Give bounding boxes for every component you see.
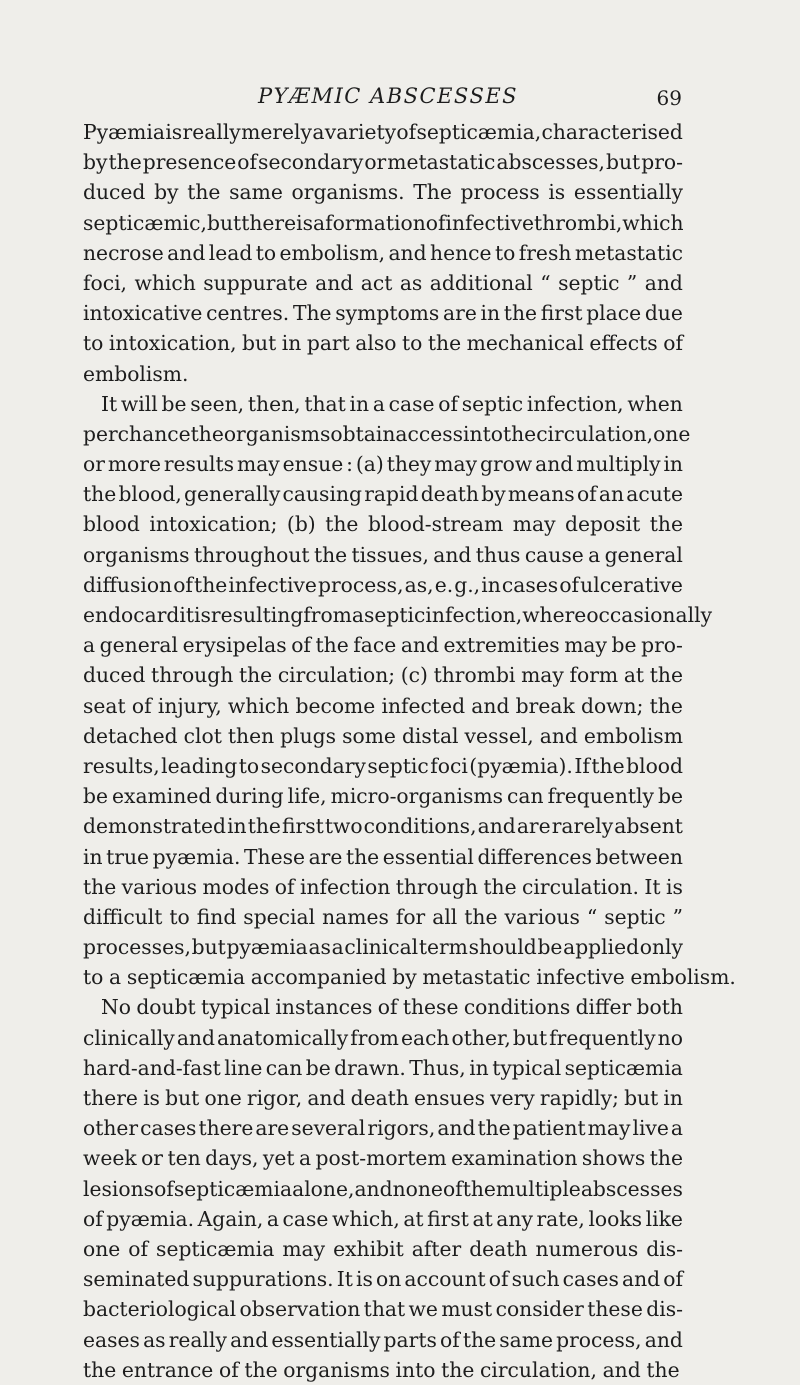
text-line: the entrance of the organisms into the circulation, and the xyxy=(83,1357,680,1382)
text-line: blood intoxication; (b) the blood-stream may deposit the xyxy=(83,512,683,537)
text-line: eases as really and essentially parts of the same process, and xyxy=(83,1327,683,1352)
text-line: the various modes of infection through the circulation. It is xyxy=(83,874,683,899)
text-line: diffusion of the infective process, as, e. g., in cases of ulcerative xyxy=(83,572,683,597)
text-line: in true pyæmia. These are the essential differences between xyxy=(83,844,683,869)
text-line: It will be seen, then, that in a case of septic infection, when xyxy=(101,391,683,416)
text-line: be examined during life, micro-organisms can frequently be xyxy=(83,784,683,809)
text-line: foci, which suppurate and act as additional “ septic ” and xyxy=(83,270,683,295)
text-line: there is but one rigor, and death ensues very rapidly; but in xyxy=(83,1086,683,1110)
page-number: 69 xyxy=(656,86,682,110)
text-line: processes, but pyæmia as a clinical term should be applied only xyxy=(83,935,683,960)
text-line: of pyæmia. Again, a case which, at first at any rate, looks like xyxy=(83,1206,683,1231)
text-line: demonstrated in the first two conditions, and are rarely absent xyxy=(83,814,683,839)
text-line: by the presence of secondary or metastatic abscesses, but pro- xyxy=(83,150,683,175)
text-line: lesions of septicæmia alone, and none of the multiple abscesses xyxy=(83,1176,683,1201)
text-line: embolism. xyxy=(83,361,189,386)
text-line: other cases there are several rigors, and the patient may live a xyxy=(83,1116,683,1141)
running-title: PYÆMIC ABSCESSES xyxy=(258,84,519,108)
text-line: the blood, generally causing rapid death by means of an acute xyxy=(83,482,683,507)
text-line: duced through the circulation; (c) thrombi may form at the xyxy=(83,663,683,688)
text-line: duced by the same organisms. The process is essentially xyxy=(83,180,683,205)
text-line: necrose and lead to embolism, and hence to fresh metastatic xyxy=(83,240,683,265)
text-line: clinically and anatomically from each other, but frequently no xyxy=(83,1025,683,1050)
text-line: difficult to find special names for all the various “ septic ” xyxy=(83,904,683,929)
text-line: perchance the organisms obtain access into the circulation, one xyxy=(83,421,691,446)
text-line: to intoxication, but in part also to the mechanical effects of xyxy=(83,331,683,356)
text-line: bacteriological observation that we must consider these dis- xyxy=(83,1297,683,1322)
text-line: No doubt typical instances of these conditions differ both xyxy=(101,995,683,1020)
text-line: a general erysipelas of the face and extremities may be pro- xyxy=(83,633,683,658)
text-line: seat of injury, which become infected and break down; the xyxy=(83,693,683,718)
text-line: results, leading to secondary septic foci (pyæmia). If the blood xyxy=(83,753,683,778)
text-line: hard-and-fast line can be drawn. Thus, in typical septicæmia xyxy=(83,1055,683,1080)
text-line: septicæmic, but there is a formation of infective thrombi, which xyxy=(83,210,684,235)
text-line: one of septicæmia may exhibit after death numerous dis- xyxy=(83,1236,683,1261)
text-line: to a septicæmia accompanied by metastatic infective embolism. xyxy=(83,965,736,990)
text-line: intoxicative centres. The symptoms are in the first place due xyxy=(83,301,683,326)
text-line: detached clot then plugs some distal vessel, and embolism xyxy=(83,723,683,748)
paragraph xyxy=(83,389,736,993)
page-header xyxy=(0,84,800,116)
body-text xyxy=(83,117,736,1385)
text-line: organisms throughout the tissues, and thus cause a general xyxy=(83,542,683,567)
text-line: Pyæmia is really merely a variety of septicæmia, characterised xyxy=(83,120,683,144)
text-line: seminated suppurations. It is on account of such cases and of xyxy=(83,1267,683,1292)
text-line: or more results may ensue : (a) they may grow and multiply in xyxy=(83,452,683,477)
text-line: endocarditis resulting from a septic infection, where occasionally xyxy=(83,603,713,627)
paragraph xyxy=(83,992,683,1384)
paragraph xyxy=(83,117,683,389)
text-line: week or ten days, yet a post-mortem examination shows the xyxy=(83,1146,683,1171)
